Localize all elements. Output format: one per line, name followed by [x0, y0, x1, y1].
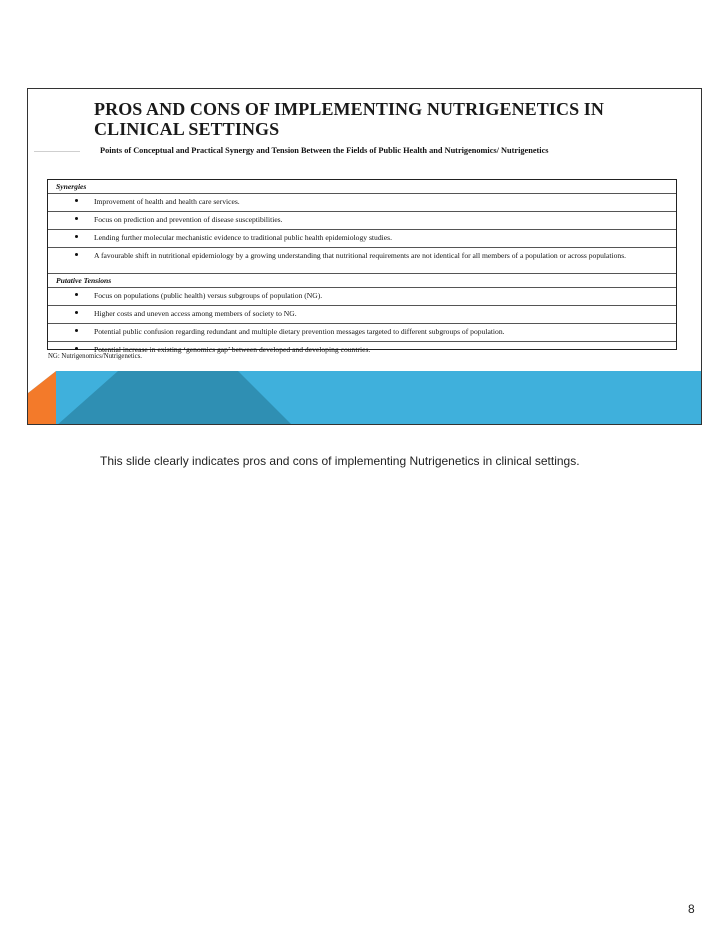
- table-row: [48, 324, 676, 342]
- section-heading-synergies: Synergies: [48, 180, 676, 194]
- pros-cons-table: [47, 179, 677, 354]
- section-heading-tensions: Putative Tensions: [48, 274, 676, 288]
- table-row: [48, 194, 676, 212]
- slide-caption: This slide clearly indicates pros and cons of implementing Nutrigenetics in clinical settings.: [100, 454, 580, 468]
- table-row: [48, 248, 676, 274]
- bullet-icon: [75, 217, 78, 220]
- decorative-color-band: [28, 371, 702, 425]
- bullet-icon: [75, 293, 78, 296]
- row-text: Higher costs and uneven access among members of society to NG.: [94, 309, 297, 318]
- table-footnote: NG: Nutrigenomics/Nutrigenetics.: [48, 353, 143, 360]
- slide-thumbnail: [27, 88, 702, 425]
- decorative-line: [34, 151, 80, 152]
- table-row: [48, 342, 676, 360]
- row-text: Potential increase in existing ‘genomics gap’ between developed and developing countries.: [94, 345, 371, 354]
- table-caption: Points of Conceptual and Practical Synergy and Tension Between the Fields of Public Health and Nutrigenomics/ Nutrigenetics: [100, 146, 549, 155]
- row-text: Lending further molecular mechanistic evidence to traditional public health epidemiology studies.: [94, 233, 392, 242]
- row-text: Improvement of health and health care services.: [94, 197, 240, 206]
- bullet-icon: [75, 253, 78, 256]
- bullet-icon: [75, 235, 78, 238]
- slide-title: PROS AND CONS OF IMPLEMENTING NUTRIGENETICS IN CLINICAL SETTINGS: [94, 99, 604, 139]
- row-text: Potential public confusion regarding redundant and multiple dietary prevention messages targeted to different subgroups of population.: [94, 327, 505, 336]
- row-text: A favourable shift in nutritional epidemiology by a growing understanding that nutritional requirements are not identical for all members of a population or across populations.: [94, 251, 627, 260]
- row-text: Focus on prediction and prevention of disease susceptibilities.: [94, 215, 283, 224]
- row-text: Focus on populations (public health) versus subgroups of population (NG).: [94, 291, 323, 300]
- table-row: [48, 212, 676, 230]
- bullet-icon: [75, 199, 78, 202]
- bullet-icon: [75, 311, 78, 314]
- bullet-icon: [75, 347, 78, 350]
- table-row: [48, 288, 676, 306]
- page-number: 8: [688, 902, 695, 916]
- bullet-icon: [75, 329, 78, 332]
- table-row: [48, 306, 676, 324]
- table-row: [48, 230, 676, 248]
